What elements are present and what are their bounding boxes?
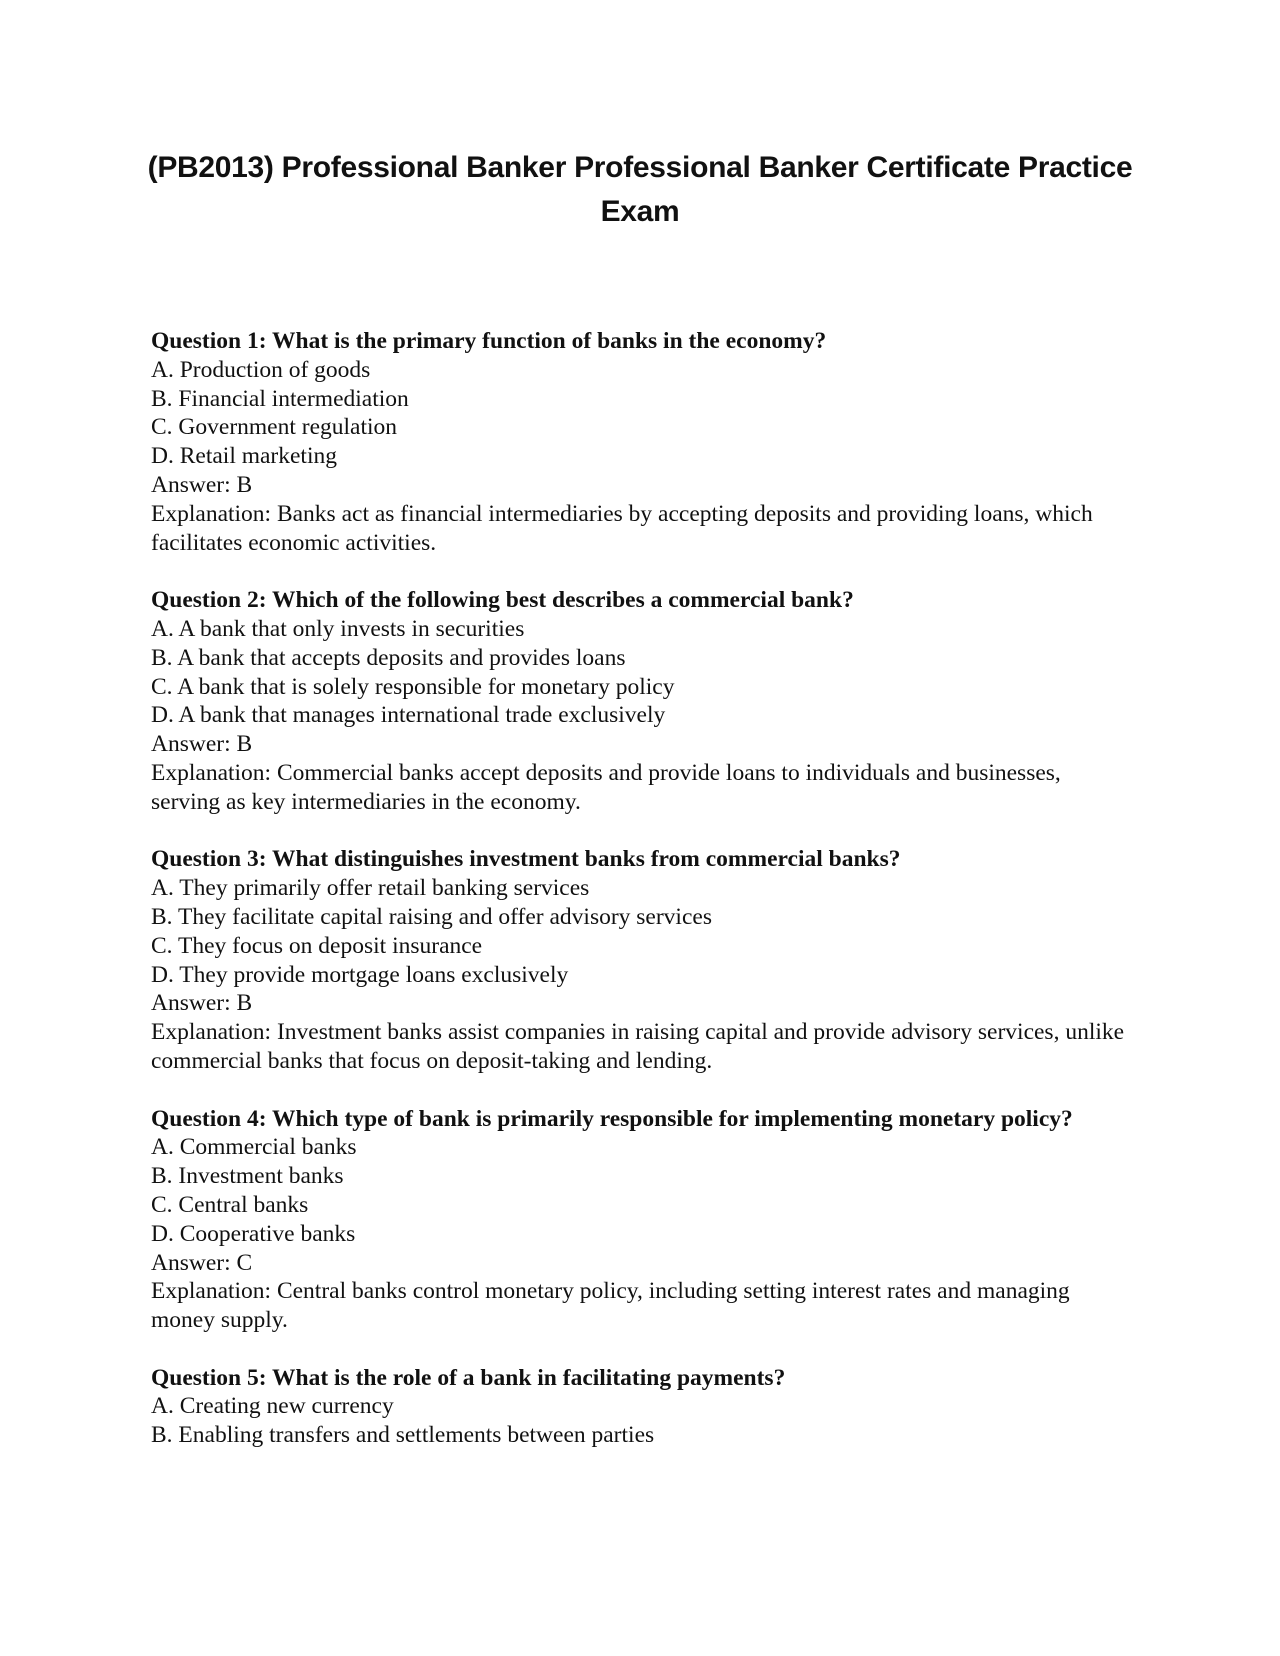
question-text: Question 3: What distinguishes investment banks from commercial banks? [151, 846, 901, 873]
answer-option: C. Central banks [151, 1191, 309, 1218]
explanation-text: Explanation: Banks act as financial intermediaries by accepting deposits and providing loans, which facilitates economic activities. [151, 500, 1093, 556]
answer-option: B. They facilitate capital raising and offer advisory services [151, 903, 712, 930]
answer-option: A. They primarily offer retail banking services [151, 875, 590, 902]
correct-answer: Answer: C [151, 1249, 253, 1276]
answer-option: A. Creating new currency [151, 1393, 394, 1420]
answer-option: C. They focus on deposit insurance [151, 932, 483, 959]
answer-option: D. Retail marketing [151, 443, 337, 470]
document-title: (PB2013) Professional Banker Professional Banker Certificate Practice Exam [147, 151, 1133, 228]
answer-option: B. A bank that accepts deposits and provides loans [151, 644, 626, 671]
question-block-3 [151, 845, 1131, 1075]
answer-option: A. A bank that only invests in securities [151, 615, 525, 642]
answer-option: A. Production of goods [151, 356, 371, 383]
question-text: Question 1: What is the primary function of banks in the economy? [151, 328, 827, 354]
explanation-text: Explanation: Investment banks assist companies in raising capital and provide advisory services, unlike commercial banks that focus on deposit-taking and lending. [151, 1019, 1125, 1074]
answer-option: B. Enabling transfers and settlements between parties [151, 1422, 655, 1449]
answer-option: B. Financial intermediation [151, 385, 409, 412]
answer-option: A. Commercial banks [151, 1134, 357, 1161]
question-block-5 [151, 1364, 1131, 1450]
answer-option: D. A bank that manages international trade exclusively [151, 702, 666, 729]
explanation-text: Explanation: Central banks control monetary policy, including setting interest rates and managing money supply. [151, 1278, 1070, 1334]
question-block-1 [151, 327, 1131, 557]
answer-option: C. Government regulation [151, 414, 398, 441]
question-block-2 [151, 586, 1131, 816]
correct-answer: Answer: B [151, 471, 253, 498]
correct-answer: Answer: B [151, 990, 253, 1017]
answer-option: D. Cooperative banks [151, 1220, 356, 1247]
answer-option: D. They provide mortgage loans exclusively [151, 961, 569, 988]
explanation-text: Explanation: Commercial banks accept deposits and provide loans to individuals and businesses, serving as key intermediaries in the economy. [151, 759, 1061, 815]
question-block-4 [151, 1105, 1131, 1335]
questions-list [151, 327, 1131, 1479]
question-text: Question 5: What is the role of a bank in facilitating payments? [151, 1364, 786, 1391]
question-text: Question 2: Which of the following best describes a commercial bank? [151, 587, 854, 614]
question-text: Question 4: Which type of bank is primarily responsible for implementing monetary policy? [151, 1105, 1073, 1132]
answer-option: B. Investment banks [151, 1163, 344, 1190]
answer-option: C. A bank that is solely responsible for monetary policy [151, 673, 675, 700]
correct-answer: Answer: B [151, 731, 253, 758]
